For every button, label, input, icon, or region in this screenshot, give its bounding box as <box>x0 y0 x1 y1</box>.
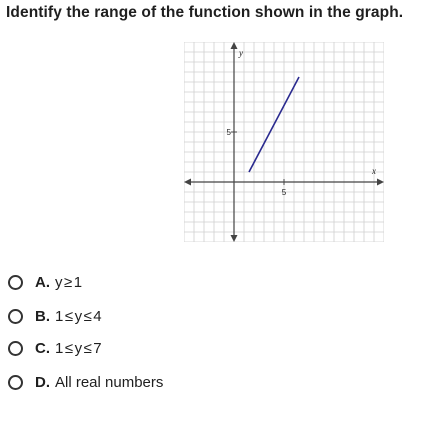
choice-d-text: All real numbers <box>55 373 164 391</box>
choice-b[interactable] <box>8 304 103 328</box>
choice-b-text: 1≤y≤4 <box>55 307 104 325</box>
choice-a-text: y≥1 <box>55 273 84 291</box>
choice-c[interactable] <box>8 336 103 360</box>
y-axis-arrow-up <box>231 42 238 49</box>
choice-c-letter: C. <box>35 339 50 357</box>
choice-d-letter: D. <box>35 373 50 391</box>
y-axis-label: y <box>239 48 243 58</box>
choice-b-letter: B. <box>35 307 50 325</box>
radio-b[interactable] <box>8 309 23 324</box>
y-axis-arrow-down <box>231 235 238 242</box>
graph-svg <box>184 42 384 242</box>
x-axis-arrow-left <box>184 179 191 186</box>
function-graph <box>184 42 384 242</box>
question-text: Identify the range of the function shown in the graph. <box>6 4 404 21</box>
choice-d[interactable] <box>8 370 163 394</box>
grid <box>184 42 384 242</box>
radio-d[interactable] <box>8 375 23 390</box>
choice-a-letter: A. <box>35 273 50 291</box>
y-tick-label: 5 <box>226 128 231 137</box>
radio-c[interactable] <box>8 341 23 356</box>
x-axis-arrow-right <box>377 179 384 186</box>
choice-a[interactable] <box>8 270 84 294</box>
radio-a[interactable] <box>8 275 23 290</box>
x-tick-label: 5 <box>281 188 287 197</box>
choice-c-text: 1≤y≤7 <box>55 339 104 357</box>
x-axis-label: x <box>372 166 376 176</box>
